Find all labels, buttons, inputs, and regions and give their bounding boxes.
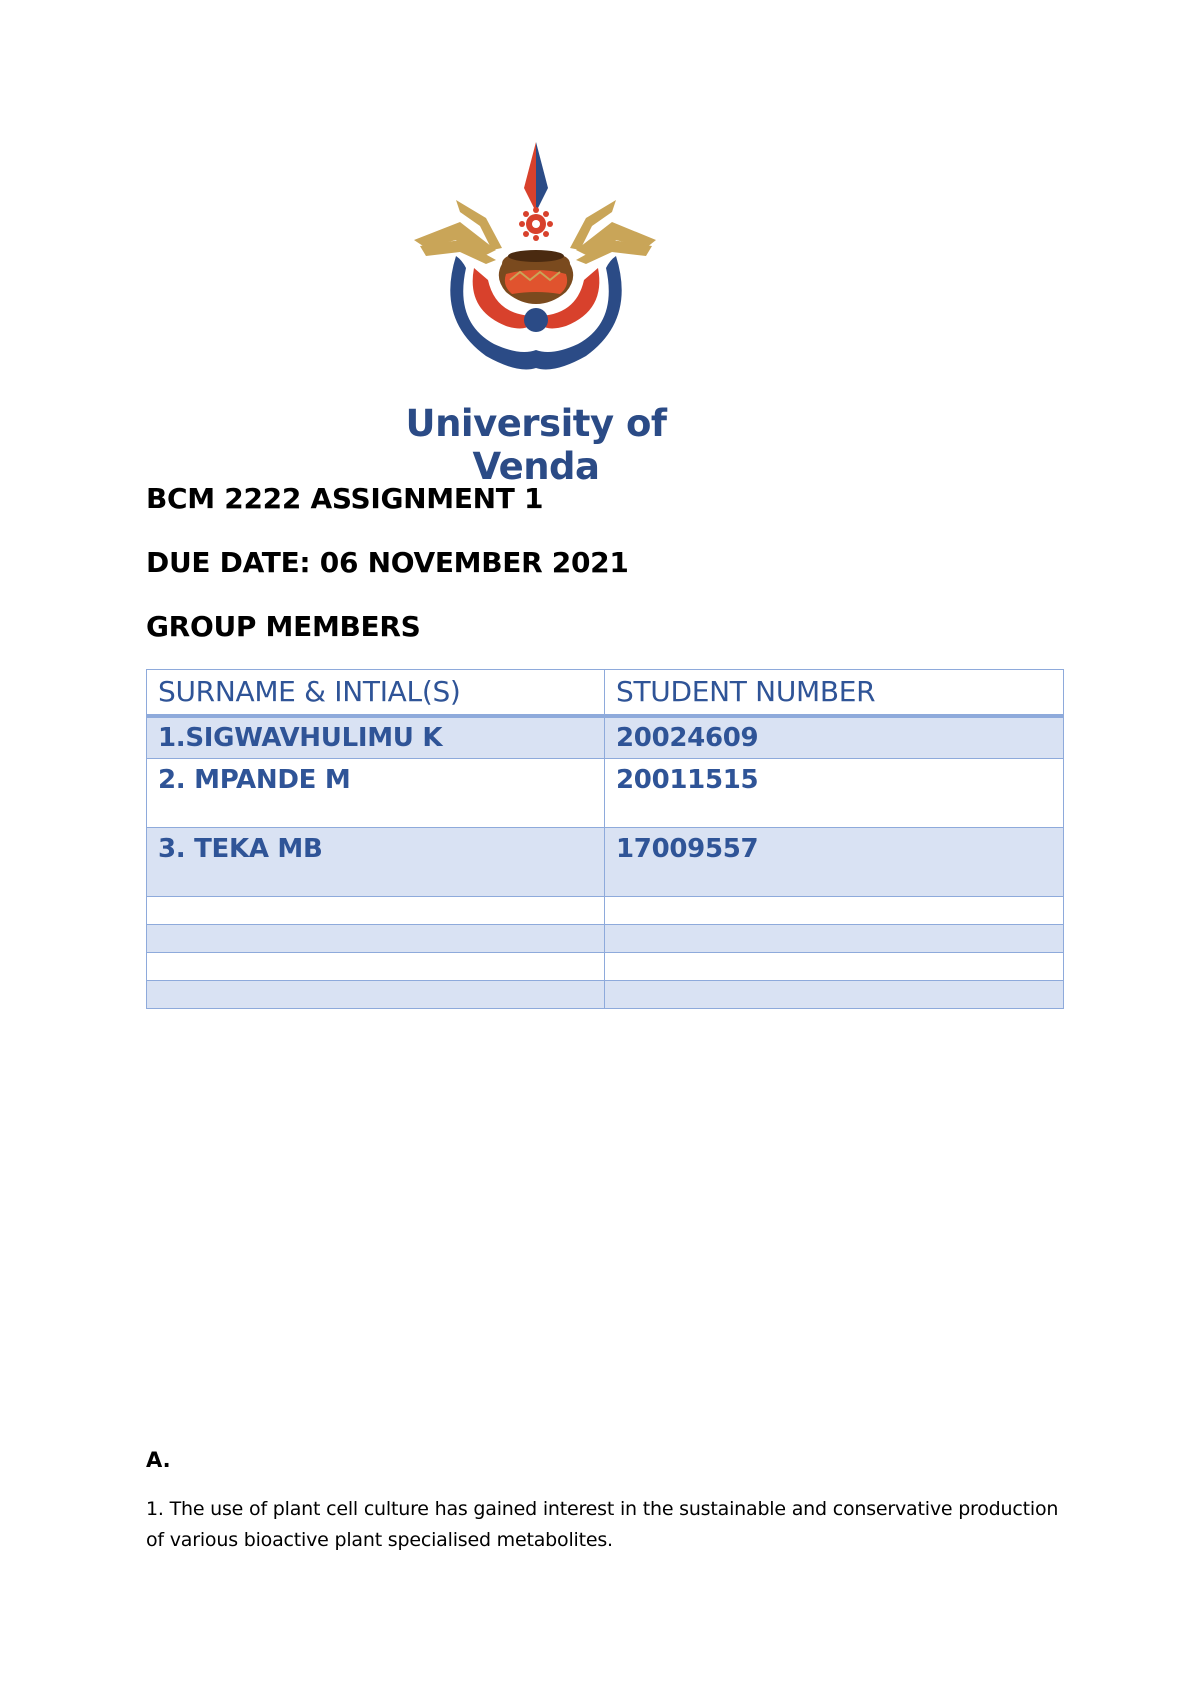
empty-cell <box>605 897 1064 925</box>
university-logo <box>356 140 716 488</box>
member-student-number: 20011515 <box>605 759 1064 828</box>
member-name: 3. TEKA MB <box>147 828 605 897</box>
assignment-title: BCM 2222 ASSIGNMENT 1 <box>146 482 544 515</box>
table-header-row <box>147 670 1064 717</box>
table-row <box>147 828 1064 897</box>
group-members-table <box>146 669 1064 1009</box>
member-name: 2. MPANDE M <box>147 759 605 828</box>
member-student-number: 17009557 <box>605 828 1064 897</box>
empty-cell <box>147 897 605 925</box>
logo-wordmark: University of Venda <box>405 402 667 488</box>
group-members-heading: GROUP MEMBERS <box>146 610 421 643</box>
empty-table-row <box>147 925 1064 953</box>
member-student-number: 20024609 <box>605 716 1064 759</box>
empty-cell <box>605 981 1064 1009</box>
empty-cell <box>147 925 605 953</box>
section-heading: A. <box>146 1448 171 1472</box>
university-emblem-icon <box>356 140 716 400</box>
empty-cell <box>605 925 1064 953</box>
body-paragraph: 1. The use of plant cell culture has gained interest in the sustainable and conservative production of various bioactive plant specialised metabolites. <box>146 1498 1059 1551</box>
header-student-number: STUDENT NUMBER <box>605 670 1064 717</box>
empty-table-row <box>147 953 1064 981</box>
empty-table-row <box>147 981 1064 1009</box>
member-name: 1.SIGWAVHULIMU K <box>147 716 605 759</box>
empty-cell <box>605 953 1064 981</box>
empty-cell <box>147 981 605 1009</box>
table-row <box>147 716 1064 759</box>
header-surname-initials: SURNAME & INTIAL(S) <box>147 670 605 717</box>
empty-cell <box>147 953 605 981</box>
empty-table-row <box>147 897 1064 925</box>
due-date: DUE DATE: 06 NOVEMBER 2021 <box>146 546 629 579</box>
table-row <box>147 759 1064 828</box>
